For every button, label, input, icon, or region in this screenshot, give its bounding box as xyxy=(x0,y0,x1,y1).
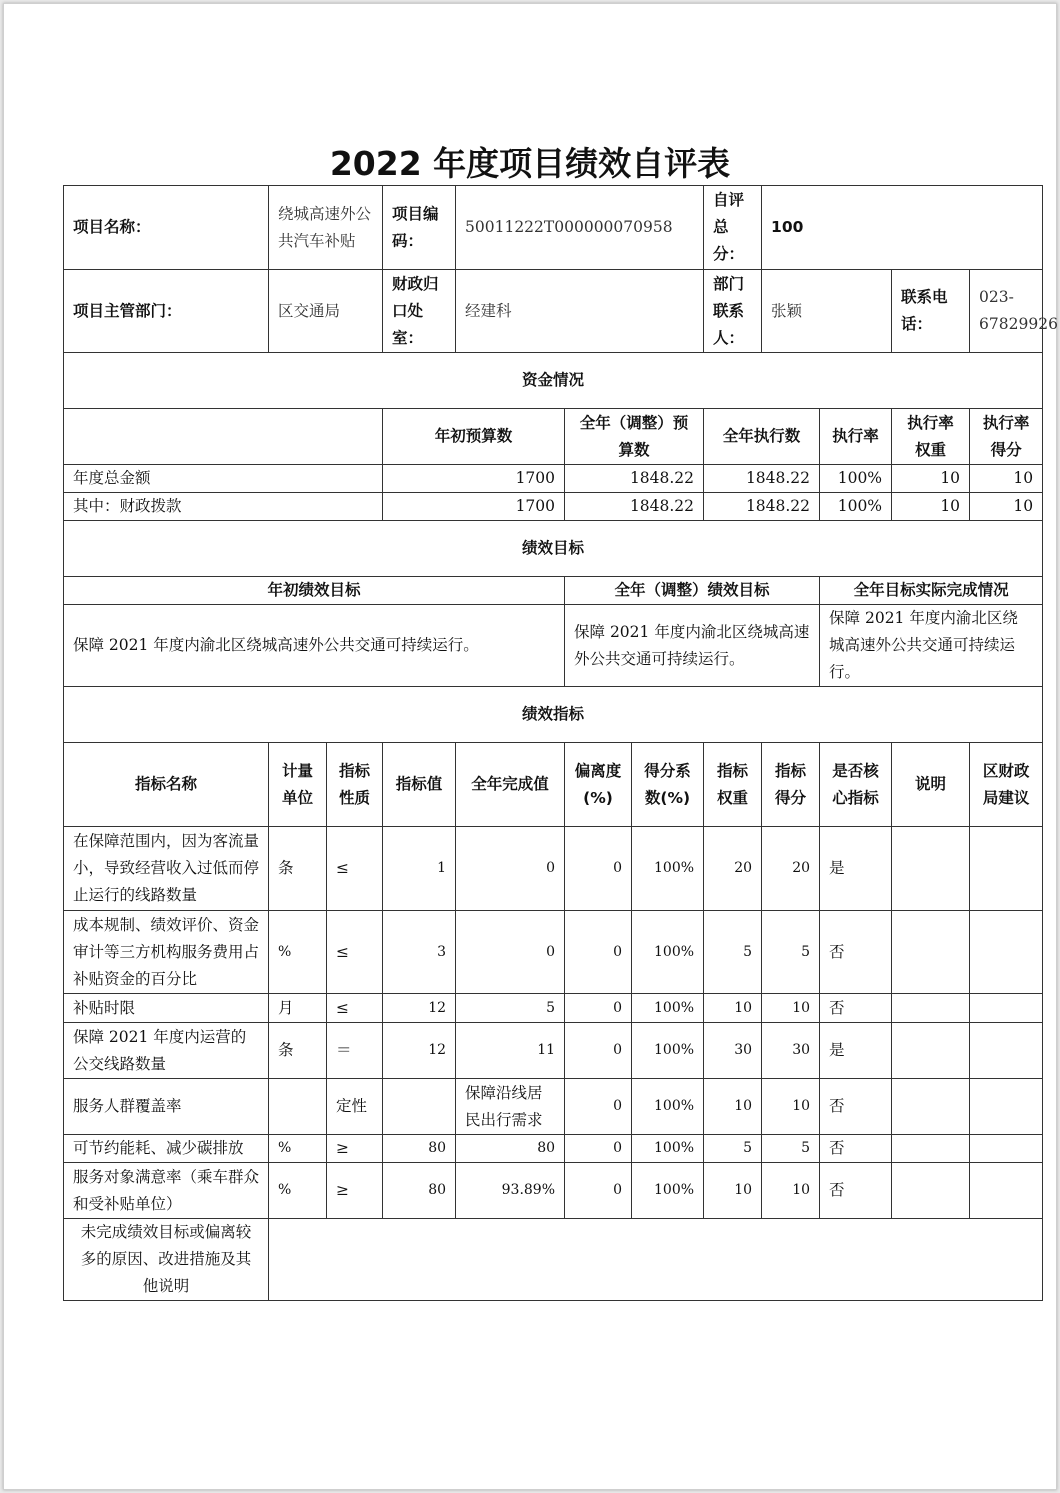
goals-section-row xyxy=(64,521,1043,577)
explanation-value xyxy=(269,1219,1043,1301)
indicator-row xyxy=(64,1079,1043,1135)
ind-nature: ≥ xyxy=(327,1163,383,1219)
funds-exec-rate: 100% xyxy=(820,493,892,521)
dept-label: 项目主管部门： xyxy=(64,270,269,353)
goals-section-title: 绩效目标 xyxy=(64,521,1043,577)
indicator-row xyxy=(64,994,1043,1023)
ind-note xyxy=(892,1135,970,1163)
ind-actual: 5 xyxy=(456,994,565,1023)
funds-row xyxy=(64,465,1043,493)
ind-coefficient: 100% xyxy=(632,827,704,911)
funds-adjusted-budget: 1848.22 xyxy=(565,465,704,493)
ind-header-deviation: 偏离度(%) xyxy=(565,743,632,827)
ind-header-suggestion: 区财政局建议 xyxy=(970,743,1043,827)
funds-section-title: 资金情况 xyxy=(64,353,1043,409)
ind-target: 12 xyxy=(383,1023,456,1079)
funds-row-label: 其中：财政拨款 xyxy=(64,493,383,521)
ind-name: 在保障范围内，因为客流量小，导致经营收入过低而停止运行的线路数量 xyxy=(64,827,269,911)
ind-suggestion xyxy=(970,1079,1043,1135)
ind-actual: 0 xyxy=(456,827,565,911)
contact-person-value: 张颖 xyxy=(762,270,892,353)
ind-nature: ≤ xyxy=(327,911,383,994)
goal-adjusted-text: 保障 2021 年度内渝北区绕城高速外公共交通可持续运行。 xyxy=(565,605,820,687)
funds-header-executed: 全年执行数 xyxy=(704,409,820,465)
ind-name: 成本规制、绩效评价、资金审计等三方机构服务费用占补贴资金的百分比 xyxy=(64,911,269,994)
self-score-label: 自评总分： xyxy=(704,186,762,270)
funds-rate-weight: 10 xyxy=(892,493,970,521)
ind-actual: 保障沿线居民出行需求 xyxy=(456,1079,565,1135)
project-code-value: 50011222T000000070958 xyxy=(456,186,704,270)
ind-unit: 月 xyxy=(269,994,327,1023)
ind-suggestion xyxy=(970,827,1043,911)
finance-office-label: 财政归口处室： xyxy=(383,270,456,353)
ind-note xyxy=(892,1023,970,1079)
ind-header-note: 说明 xyxy=(892,743,970,827)
goals-header-actual: 全年目标实际完成情况 xyxy=(820,577,1043,605)
indicator-row xyxy=(64,1135,1043,1163)
ind-coefficient: 100% xyxy=(632,1023,704,1079)
funds-header-adjusted-budget: 全年（调整）预算数 xyxy=(565,409,704,465)
ind-score: 5 xyxy=(762,911,820,994)
ind-header-coefficient: 得分系数(%) xyxy=(632,743,704,827)
funds-initial-budget: 1700 xyxy=(383,493,565,521)
phone-label: 联系电话： xyxy=(892,270,970,353)
ind-unit: 条 xyxy=(269,1023,327,1079)
ind-name: 可节约能耗、减少碳排放 xyxy=(64,1135,269,1163)
ind-header-core: 是否核心指标 xyxy=(820,743,892,827)
ind-coefficient: 100% xyxy=(632,1079,704,1135)
ind-note xyxy=(892,1163,970,1219)
ind-actual: 0 xyxy=(456,911,565,994)
self-score-value: 100 xyxy=(762,186,1043,270)
ind-core: 否 xyxy=(820,994,892,1023)
ind-header-actual: 全年完成值 xyxy=(456,743,565,827)
project-info-row-2 xyxy=(64,270,1043,353)
ind-core: 否 xyxy=(820,911,892,994)
ind-score: 10 xyxy=(762,994,820,1023)
ind-header-target: 指标值 xyxy=(383,743,456,827)
ind-core: 是 xyxy=(820,827,892,911)
indicator-row xyxy=(64,911,1043,994)
ind-deviation: 0 xyxy=(565,911,632,994)
ind-actual: 80 xyxy=(456,1135,565,1163)
ind-nature: ＝ xyxy=(327,1023,383,1079)
ind-target: 12 xyxy=(383,994,456,1023)
indicator-row xyxy=(64,1023,1043,1079)
ind-unit: % xyxy=(269,1163,327,1219)
ind-weight: 5 xyxy=(704,911,762,994)
ind-target xyxy=(383,1079,456,1135)
ind-actual: 93.89% xyxy=(456,1163,565,1219)
ind-weight: 10 xyxy=(704,1079,762,1135)
funds-rate-score: 10 xyxy=(970,465,1043,493)
indicator-row xyxy=(64,827,1043,911)
ind-coefficient: 100% xyxy=(632,994,704,1023)
funds-header-blank xyxy=(64,409,383,465)
ind-header-unit: 计量单位 xyxy=(269,743,327,827)
funds-row-label: 年度总金额 xyxy=(64,465,383,493)
project-info-row-1 xyxy=(64,186,1043,270)
goals-value-row xyxy=(64,605,1043,687)
ind-header-weight: 指标权重 xyxy=(704,743,762,827)
ind-weight: 30 xyxy=(704,1023,762,1079)
ind-suggestion xyxy=(970,1023,1043,1079)
ind-target: 80 xyxy=(383,1163,456,1219)
ind-header-nature: 指标性质 xyxy=(327,743,383,827)
ind-score: 10 xyxy=(762,1079,820,1135)
funds-header-row xyxy=(64,409,1043,465)
ind-deviation: 0 xyxy=(565,827,632,911)
ind-nature: ≤ xyxy=(327,994,383,1023)
project-code-label: 项目编码： xyxy=(383,186,456,270)
ind-deviation: 0 xyxy=(565,1023,632,1079)
funds-rate-score: 10 xyxy=(970,493,1043,521)
ind-unit: % xyxy=(269,911,327,994)
funds-section-row xyxy=(64,353,1043,409)
explanation-label: 未完成绩效目标或偏离较多的原因、改进措施及其他说明 xyxy=(64,1219,269,1301)
ind-coefficient: 100% xyxy=(632,1135,704,1163)
funds-adjusted-budget: 1848.22 xyxy=(565,493,704,521)
funds-executed: 1848.22 xyxy=(704,465,820,493)
ind-core: 否 xyxy=(820,1135,892,1163)
indicators-header-row xyxy=(64,743,1043,827)
ind-name: 服务人群覆盖率 xyxy=(64,1079,269,1135)
explanation-row xyxy=(64,1219,1043,1301)
ind-nature: ≤ xyxy=(327,827,383,911)
ind-coefficient: 100% xyxy=(632,1163,704,1219)
goals-header-row xyxy=(64,577,1043,605)
indicators-section-title: 绩效指标 xyxy=(64,687,1043,743)
ind-target: 3 xyxy=(383,911,456,994)
ind-note xyxy=(892,827,970,911)
dept-value: 区交通局 xyxy=(269,270,383,353)
goal-initial-text: 保障 2021 年度内渝北区绕城高速外公共交通可持续运行。 xyxy=(64,605,565,687)
ind-score: 10 xyxy=(762,1163,820,1219)
page-title: 2022 年度项目绩效自评表 xyxy=(329,144,731,183)
ind-coefficient: 100% xyxy=(632,911,704,994)
ind-score: 20 xyxy=(762,827,820,911)
project-name-value: 绕城高速外公共汽车补贴 xyxy=(269,186,383,270)
ind-name: 补贴时限 xyxy=(64,994,269,1023)
ind-core: 否 xyxy=(820,1163,892,1219)
indicator-row xyxy=(64,1163,1043,1219)
finance-office-value: 经建科 xyxy=(456,270,704,353)
ind-note xyxy=(892,1079,970,1135)
ind-target: 1 xyxy=(383,827,456,911)
ind-suggestion xyxy=(970,911,1043,994)
ind-deviation: 0 xyxy=(565,1135,632,1163)
contact-person-label: 部门联系人： xyxy=(704,270,762,353)
ind-weight: 10 xyxy=(704,994,762,1023)
ind-deviation: 0 xyxy=(565,994,632,1023)
project-name-label: 项目名称： xyxy=(64,186,269,270)
funds-rate-weight: 10 xyxy=(892,465,970,493)
indicators-section-row xyxy=(64,687,1043,743)
ind-weight: 10 xyxy=(704,1163,762,1219)
funds-executed: 1848.22 xyxy=(704,493,820,521)
ind-unit: 条 xyxy=(269,827,327,911)
ind-header-name: 指标名称 xyxy=(64,743,269,827)
ind-core: 否 xyxy=(820,1079,892,1135)
ind-score: 30 xyxy=(762,1023,820,1079)
funds-exec-rate: 100% xyxy=(820,465,892,493)
ind-core: 是 xyxy=(820,1023,892,1079)
ind-score: 5 xyxy=(762,1135,820,1163)
ind-deviation: 0 xyxy=(565,1163,632,1219)
ind-nature: 定性 xyxy=(327,1079,383,1135)
ind-actual: 11 xyxy=(456,1023,565,1079)
ind-suggestion xyxy=(970,1135,1043,1163)
ind-name: 保障 2021 年度内运营的公交线路数量 xyxy=(64,1023,269,1079)
ind-note xyxy=(892,911,970,994)
ind-target: 80 xyxy=(383,1135,456,1163)
ind-weight: 20 xyxy=(704,827,762,911)
goal-actual-text: 保障 2021 年度内渝北区绕城高速外公共交通可持续运行。 xyxy=(820,605,1043,687)
ind-header-score: 指标得分 xyxy=(762,743,820,827)
ind-note xyxy=(892,994,970,1023)
ind-unit: % xyxy=(269,1135,327,1163)
ind-nature: ≥ xyxy=(327,1135,383,1163)
ind-name: 服务对象满意率（乘车群众和受补贴单位） xyxy=(64,1163,269,1219)
funds-header-rate-score: 执行率得分 xyxy=(970,409,1043,465)
funds-header-rate-weight: 执行率权重 xyxy=(892,409,970,465)
ind-weight: 5 xyxy=(704,1135,762,1163)
funds-initial-budget: 1700 xyxy=(383,465,565,493)
ind-deviation: 0 xyxy=(565,1079,632,1135)
goals-header-adjusted: 全年（调整）绩效目标 xyxy=(565,577,820,605)
ind-unit xyxy=(269,1079,327,1135)
funds-row xyxy=(64,493,1043,521)
funds-header-initial-budget: 年初预算数 xyxy=(383,409,565,465)
ind-suggestion xyxy=(970,994,1043,1023)
ind-suggestion xyxy=(970,1163,1043,1219)
self-evaluation-table xyxy=(63,185,1058,1301)
funds-header-exec-rate: 执行率 xyxy=(820,409,892,465)
goals-header-initial: 年初绩效目标 xyxy=(64,577,565,605)
phone-value: 023-67829926 xyxy=(970,270,1043,353)
